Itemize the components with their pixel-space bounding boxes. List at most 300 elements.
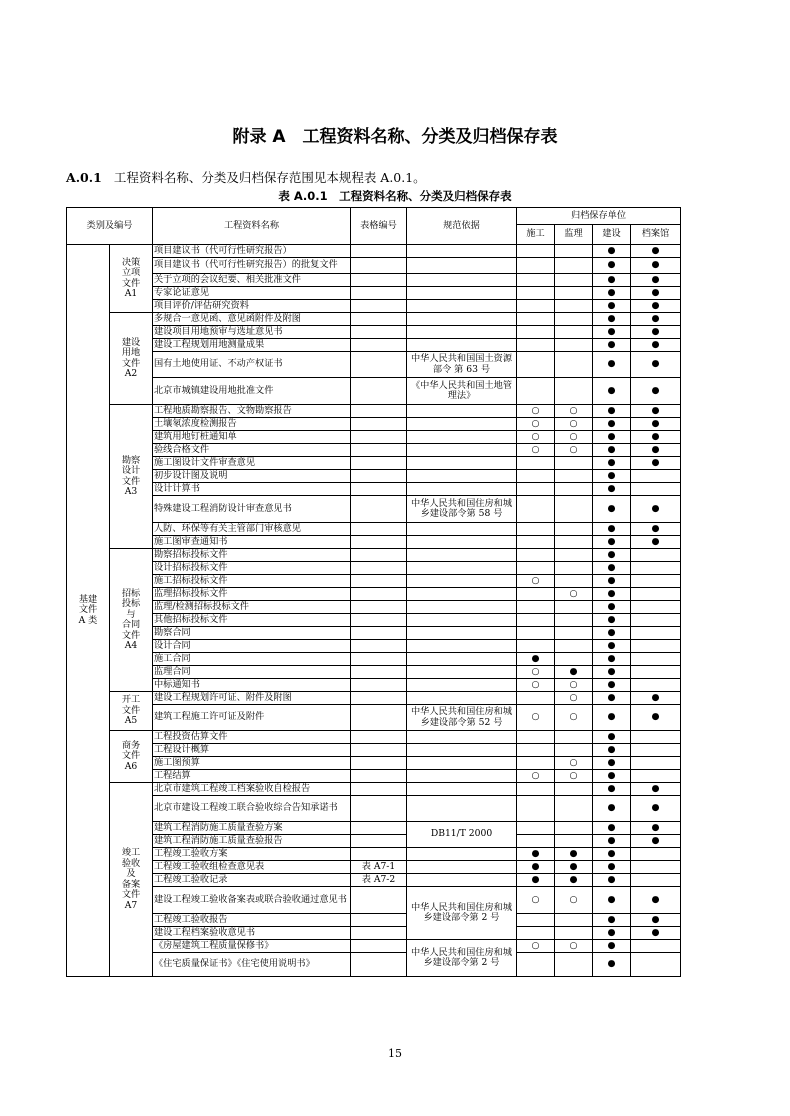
table-row <box>67 444 681 457</box>
form-number <box>351 705 407 731</box>
archive-mark: ● <box>517 848 555 861</box>
header-unit: 监理 <box>555 225 593 245</box>
form-number <box>351 770 407 783</box>
archive-mark: ○ <box>555 418 593 431</box>
form-number <box>351 653 407 666</box>
archive-mark <box>631 731 681 744</box>
table-row <box>67 887 681 914</box>
archive-mark <box>517 835 555 848</box>
archive-mark: ○ <box>555 431 593 444</box>
document-name: 专家论证意见 <box>153 287 351 300</box>
table-row <box>67 245 681 258</box>
reference-basis <box>407 313 517 326</box>
archive-mark: ● <box>593 457 631 470</box>
form-number <box>351 887 407 914</box>
form-number <box>351 744 407 757</box>
reference-basis <box>407 245 517 258</box>
archive-mark: ● <box>593 339 631 352</box>
reference-basis <box>407 418 517 431</box>
reference-basis <box>407 614 517 627</box>
archive-mark <box>555 627 593 640</box>
document-name: 特殊建设工程消防设计审查意见书 <box>153 496 351 523</box>
reference-basis <box>407 536 517 549</box>
archive-mark: ● <box>593 770 631 783</box>
archive-mark <box>517 457 555 470</box>
document-name: 施工图预算 <box>153 757 351 770</box>
document-name: 建筑用地钉桩通知单 <box>153 431 351 444</box>
header-form: 表格编号 <box>351 208 407 245</box>
archive-mark <box>631 953 681 977</box>
archive-mark <box>517 326 555 339</box>
form-number <box>351 927 407 940</box>
table-row <box>67 614 681 627</box>
form-number <box>351 523 407 536</box>
document-name: 《住宅质量保证书》《住宅使用说明书》 <box>153 953 351 977</box>
reference-basis <box>407 470 517 483</box>
document-name: 初步设计图及说明 <box>153 470 351 483</box>
document-name: 项目评价/评估研究资料 <box>153 300 351 313</box>
document-name: 建筑工程消防施工质量查验方案 <box>153 822 351 835</box>
archive-mark: ● <box>593 757 631 770</box>
table-row <box>67 274 681 287</box>
archive-mark <box>555 653 593 666</box>
archive-mark: ● <box>631 783 681 796</box>
archive-mark <box>517 339 555 352</box>
archive-mark <box>631 549 681 562</box>
archive-mark <box>517 822 555 835</box>
archive-mark <box>555 274 593 287</box>
archive-mark <box>517 588 555 601</box>
reference-basis <box>407 783 517 796</box>
archive-mark: ○ <box>517 940 555 953</box>
reference-basis <box>407 861 517 874</box>
archive-mark: ○ <box>517 405 555 418</box>
archive-mark: ○ <box>517 666 555 679</box>
archive-mark <box>555 483 593 496</box>
table-row <box>67 731 681 744</box>
archive-mark <box>517 757 555 770</box>
archive-mark: ○ <box>517 679 555 692</box>
table-row <box>67 418 681 431</box>
reference-basis <box>407 692 517 705</box>
table-row <box>67 940 681 953</box>
archive-mark: ● <box>631 536 681 549</box>
reference-basis <box>407 287 517 300</box>
form-number <box>351 822 407 835</box>
table-row <box>67 822 681 835</box>
group-label: 招标 投标 与 合同 文件 A4 <box>110 549 153 692</box>
reference-basis <box>407 405 517 418</box>
archive-mark <box>517 523 555 536</box>
archive-mark: ○ <box>555 405 593 418</box>
reference-basis <box>407 666 517 679</box>
archive-mark <box>517 953 555 977</box>
archive-mark: ● <box>593 914 631 927</box>
archive-mark: ● <box>593 536 631 549</box>
reference-basis <box>407 575 517 588</box>
form-number <box>351 483 407 496</box>
table-row <box>67 757 681 770</box>
archive-mark: ○ <box>555 940 593 953</box>
archive-mark <box>517 352 555 378</box>
reference-basis <box>407 770 517 783</box>
table-row <box>67 549 681 562</box>
form-number <box>351 444 407 457</box>
archive-mark: ○ <box>555 887 593 914</box>
form-number <box>351 731 407 744</box>
document-name: 建筑工程施工许可证及附件 <box>153 705 351 731</box>
reference-basis <box>407 874 517 887</box>
archive-mark <box>517 796 555 822</box>
archive-mark: ● <box>593 627 631 640</box>
form-number <box>351 614 407 627</box>
form-number <box>351 536 407 549</box>
document-name: 北京市建筑工程竣工档案验收自检报告 <box>153 783 351 796</box>
archive-mark <box>517 536 555 549</box>
table-row <box>67 431 681 444</box>
archive-mark <box>555 339 593 352</box>
archive-mark <box>555 523 593 536</box>
form-number <box>351 953 407 977</box>
form-number <box>351 783 407 796</box>
archive-mark <box>517 731 555 744</box>
form-number <box>351 287 407 300</box>
form-number <box>351 418 407 431</box>
archive-mark: ● <box>555 666 593 679</box>
document-name: 设计招标投标文件 <box>153 562 351 575</box>
archive-mark <box>555 300 593 313</box>
archive-mark: ● <box>631 378 681 405</box>
archive-mark: ● <box>593 835 631 848</box>
archive-mark: ○ <box>517 444 555 457</box>
archive-mark: ● <box>593 927 631 940</box>
table-row <box>67 496 681 523</box>
header-archive-group: 归档保存单位 <box>517 208 681 225</box>
archive-mark <box>517 258 555 274</box>
document-name: 监理/检测招标投标文件 <box>153 601 351 614</box>
archive-mark: ● <box>593 953 631 977</box>
archive-mark <box>555 953 593 977</box>
archive-mark: ● <box>631 887 681 914</box>
form-number <box>351 352 407 378</box>
table-row <box>67 953 681 977</box>
reference-basis <box>407 731 517 744</box>
table-row <box>67 470 681 483</box>
document-name: 中标通知书 <box>153 679 351 692</box>
archive-mark: ● <box>593 470 631 483</box>
reference-basis: 《中华人民共和国土地管理法》 <box>407 378 517 405</box>
archive-mark <box>555 783 593 796</box>
archive-mark: ● <box>593 496 631 523</box>
archive-mark <box>631 770 681 783</box>
archive-mark: ● <box>593 431 631 444</box>
document-name: 工程竣工验收组检查意见表 <box>153 861 351 874</box>
document-name: 施工图设计文件审查意见 <box>153 457 351 470</box>
archive-mark <box>555 601 593 614</box>
archive-mark: ● <box>631 705 681 731</box>
archive-mark: ● <box>631 418 681 431</box>
archive-mark: ● <box>517 861 555 874</box>
archive-mark: ● <box>555 848 593 861</box>
archive-mark: ● <box>517 874 555 887</box>
document-name: 勘察合同 <box>153 627 351 640</box>
form-number <box>351 470 407 483</box>
reference-basis <box>407 274 517 287</box>
form-number <box>351 679 407 692</box>
archive-mark <box>555 796 593 822</box>
clause-number: A.0.1 <box>66 170 102 185</box>
reference-basis <box>407 640 517 653</box>
archive-mark <box>631 940 681 953</box>
archive-mark <box>517 640 555 653</box>
table-row <box>67 640 681 653</box>
header-name: 工程资料名称 <box>153 208 351 245</box>
archive-mark <box>555 258 593 274</box>
form-number <box>351 692 407 705</box>
reference-basis <box>407 562 517 575</box>
page-title: 附录 A 工程资料名称、分类及归档保存表 <box>232 127 558 147</box>
archive-mark <box>555 614 593 627</box>
archive-mark <box>631 679 681 692</box>
archive-mark: ● <box>593 483 631 496</box>
table-row <box>67 927 681 940</box>
archive-mark: ● <box>631 523 681 536</box>
archive-mark: ● <box>631 822 681 835</box>
archive-mark: ● <box>593 352 631 378</box>
archive-mark <box>631 666 681 679</box>
group-label: 开工 文件 A5 <box>110 692 153 731</box>
document-name: 工程地质勘察报告、文物勘察报告 <box>153 405 351 418</box>
archive-mark <box>517 245 555 258</box>
document-name: 土壤氡浓度检测报告 <box>153 418 351 431</box>
archive-mark <box>631 588 681 601</box>
archive-mark <box>555 549 593 562</box>
archive-mark: ● <box>517 653 555 666</box>
archive-mark: ● <box>593 666 631 679</box>
archive-mark <box>555 640 593 653</box>
archive-mark: ● <box>631 258 681 274</box>
document-name: 建设工程规划用地测量成果 <box>153 339 351 352</box>
table-row <box>67 914 681 927</box>
document-name: 验线合格文件 <box>153 444 351 457</box>
table-row <box>67 861 681 874</box>
reference-basis <box>407 483 517 496</box>
archive-mark: ○ <box>555 757 593 770</box>
table-row <box>67 679 681 692</box>
archive-mark <box>517 549 555 562</box>
document-name: 设计合同 <box>153 640 351 653</box>
reference-basis: 中华人民共和国住房和城乡建设部令第 58 号 <box>407 496 517 523</box>
reference-basis <box>407 444 517 457</box>
reference-basis <box>407 744 517 757</box>
table-row <box>67 601 681 614</box>
archive-mark: ● <box>631 796 681 822</box>
form-number <box>351 627 407 640</box>
form-number <box>351 378 407 405</box>
archive-mark <box>555 496 593 523</box>
document-name: 建设工程竣工验收备案表或联合验收通过意见书 <box>153 887 351 914</box>
form-number <box>351 848 407 861</box>
archive-mark <box>555 378 593 405</box>
table-row <box>67 313 681 326</box>
document-name: 工程结算 <box>153 770 351 783</box>
archive-mark: ○ <box>517 575 555 588</box>
archive-mark <box>517 287 555 300</box>
archive-mark: ● <box>593 796 631 822</box>
archive-mark <box>517 470 555 483</box>
form-number <box>351 339 407 352</box>
archive-mark: ● <box>593 258 631 274</box>
archive-mark: ● <box>593 405 631 418</box>
table-row <box>67 783 681 796</box>
reference-basis <box>407 757 517 770</box>
archive-mark: ○ <box>555 705 593 731</box>
document-name: 关于立项的会议纪要、相关批准文件 <box>153 274 351 287</box>
archive-mark <box>555 822 593 835</box>
archive-mark: ● <box>593 887 631 914</box>
form-number <box>351 313 407 326</box>
table-row <box>67 588 681 601</box>
table-row <box>67 326 681 339</box>
table-row <box>67 770 681 783</box>
header-basis: 规范依据 <box>407 208 517 245</box>
form-number <box>351 326 407 339</box>
archive-mark: ● <box>631 692 681 705</box>
archive-mark: ○ <box>517 705 555 731</box>
reference-basis <box>407 258 517 274</box>
archive-mark: ● <box>593 679 631 692</box>
header-unit: 施工 <box>517 225 555 245</box>
form-number <box>351 457 407 470</box>
reference-basis <box>407 549 517 562</box>
group-label: 商务 文件 A6 <box>110 731 153 783</box>
archive-mark <box>631 627 681 640</box>
document-name: 北京市建设工程竣工联合验收综合告知承诺书 <box>153 796 351 822</box>
archive-mark: ● <box>631 245 681 258</box>
header-unit: 建设 <box>593 225 631 245</box>
archive-mark: ● <box>631 457 681 470</box>
archive-mark: ● <box>631 496 681 523</box>
form-number <box>351 796 407 822</box>
form-number <box>351 258 407 274</box>
form-number <box>351 601 407 614</box>
table-row <box>67 339 681 352</box>
form-number: 表 A7-1 <box>351 861 407 874</box>
form-number <box>351 549 407 562</box>
group-label: 建设 用地 文件 A2 <box>110 313 153 405</box>
archive-mark <box>555 287 593 300</box>
document-name: 建设工程规划许可证、附件及附图 <box>153 692 351 705</box>
archive-mark: ● <box>593 822 631 835</box>
archive-mark: ○ <box>555 588 593 601</box>
archive-mark <box>517 783 555 796</box>
archive-table <box>66 207 681 977</box>
archive-mark <box>517 614 555 627</box>
reference-basis <box>407 796 517 822</box>
table-row <box>67 352 681 378</box>
archive-mark: ● <box>555 874 593 887</box>
page-number: 15 <box>388 1047 402 1060</box>
table-body <box>67 245 681 977</box>
archive-mark: ● <box>593 588 631 601</box>
archive-mark: ● <box>631 339 681 352</box>
document-name: 项目建议书（代可行性研究报告）的批复文件 <box>153 258 351 274</box>
reference-basis <box>407 627 517 640</box>
archive-mark <box>631 874 681 887</box>
form-number <box>351 405 407 418</box>
reference-basis: 中华人民共和国国土资源部令 第 63 号 <box>407 352 517 378</box>
group-label: 勘察 设计 文件 A3 <box>110 405 153 549</box>
table-row <box>67 627 681 640</box>
clause-text: 工程资料名称、分类及归档保存范围见本规程表 A.0.1。 <box>113 170 426 185</box>
table-row <box>67 287 681 300</box>
archive-mark: ○ <box>517 431 555 444</box>
document-name: 《房屋建筑工程质量保修书》 <box>153 940 351 953</box>
form-number <box>351 588 407 601</box>
document-name: 人防、环保等有关主管部门审核意见 <box>153 523 351 536</box>
archive-mark: ● <box>593 731 631 744</box>
form-number <box>351 666 407 679</box>
archive-mark: ● <box>593 575 631 588</box>
form-number <box>351 431 407 444</box>
archive-mark <box>517 692 555 705</box>
table-row <box>67 483 681 496</box>
document-name: 建筑工程消防施工质量查验报告 <box>153 835 351 848</box>
archive-mark: ● <box>593 783 631 796</box>
archive-mark: ● <box>593 601 631 614</box>
reference-basis <box>407 679 517 692</box>
document-name: 监理合同 <box>153 666 351 679</box>
archive-mark: ● <box>593 274 631 287</box>
archive-mark <box>517 378 555 405</box>
archive-mark <box>631 601 681 614</box>
reference-basis <box>407 588 517 601</box>
reference-basis <box>407 326 517 339</box>
form-number <box>351 835 407 848</box>
document-name: 工程竣工验收方案 <box>153 848 351 861</box>
archive-mark <box>555 326 593 339</box>
archive-mark: ● <box>593 523 631 536</box>
table-row <box>67 796 681 822</box>
reference-basis: 中华人民共和国住房和城乡建设部令第 2 号 <box>407 940 517 977</box>
archive-mark: ● <box>631 835 681 848</box>
archive-mark: ● <box>593 874 631 887</box>
archive-mark <box>631 848 681 861</box>
archive-mark: ● <box>631 352 681 378</box>
archive-mark <box>555 927 593 940</box>
form-number <box>351 640 407 653</box>
form-number: 表 A7-2 <box>351 874 407 887</box>
table-row <box>67 258 681 274</box>
archive-mark <box>555 562 593 575</box>
archive-mark <box>555 536 593 549</box>
archive-mark <box>631 470 681 483</box>
archive-mark <box>517 601 555 614</box>
archive-mark: ● <box>593 653 631 666</box>
form-number <box>351 575 407 588</box>
document-name: 建设项目用地预审与选址意见书 <box>153 326 351 339</box>
archive-mark <box>517 627 555 640</box>
archive-mark: ● <box>593 744 631 757</box>
archive-mark <box>555 914 593 927</box>
archive-mark: ● <box>631 300 681 313</box>
reference-basis <box>407 300 517 313</box>
archive-mark <box>517 562 555 575</box>
archive-mark: ● <box>593 378 631 405</box>
archive-mark: ● <box>631 405 681 418</box>
document-name: 设计计算书 <box>153 483 351 496</box>
reference-basis <box>407 523 517 536</box>
